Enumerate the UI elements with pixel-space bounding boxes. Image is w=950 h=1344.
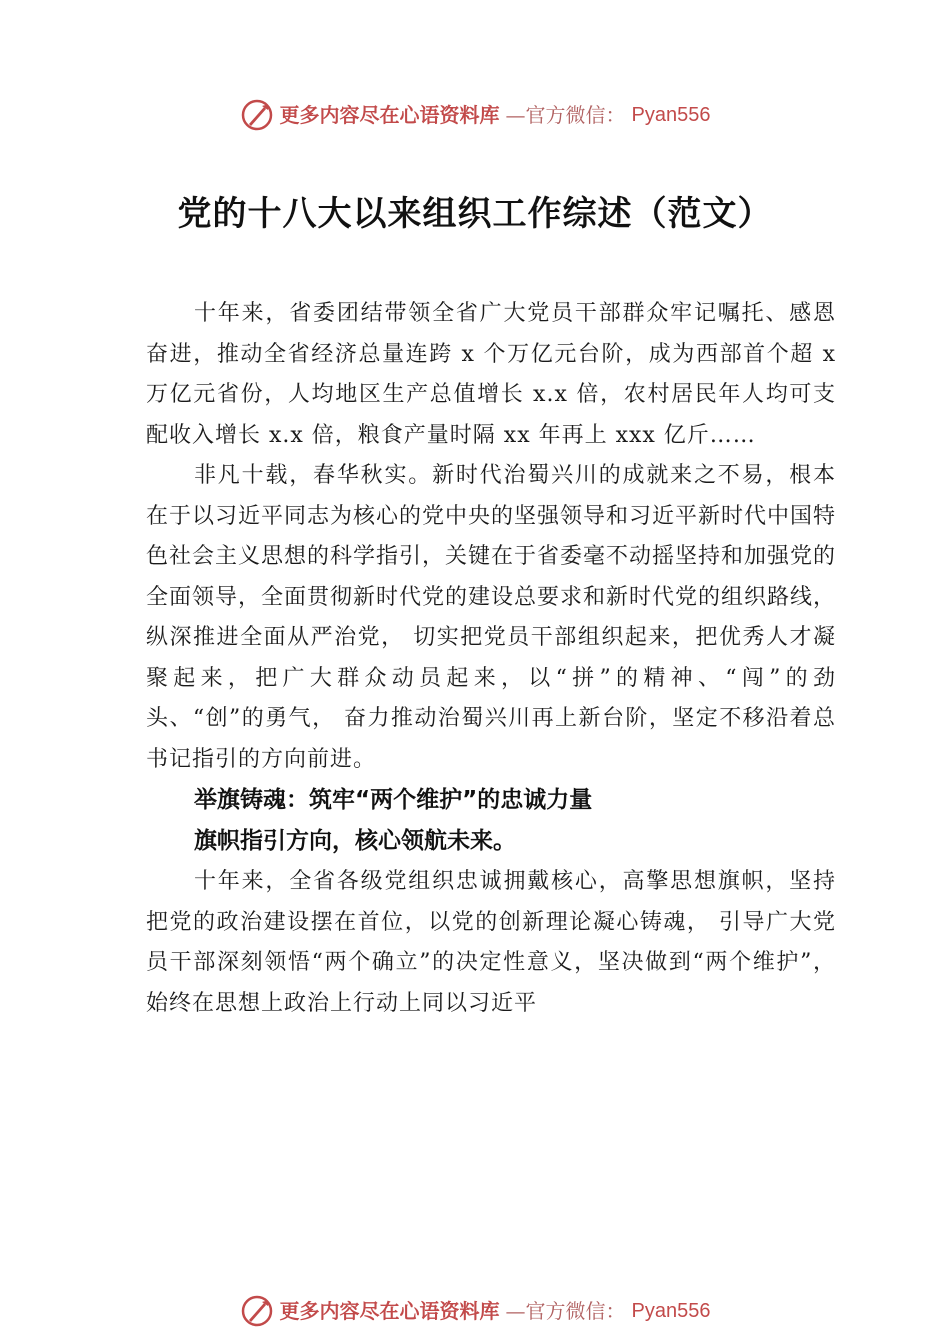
watermark-wechat-label: —官方微信： xyxy=(505,1299,626,1323)
watermark-library-text: 更多内容尽在心语资料库 xyxy=(279,103,500,127)
watermark-wechat-id: Pyan556 xyxy=(631,104,711,126)
section-heading: 举旗铸魂：筑牢“两个维护”的忠诚力量 xyxy=(194,787,593,813)
paragraph-1: 十年来，省委团结带领全省广大党员干部群众牢记嘱托、感恩奋进，推动全省经济总量连跨 x 个万亿元台阶，成为西部首个超 x 万亿元省份，人均地区生产总值增长 x.x 倍，农村居民年人均可支配收入增长 x.x 倍，粮食产量时隔 xx 年再上 xxx 亿斤…… xyxy=(146,301,836,448)
quill-pen-seal-icon xyxy=(240,98,274,132)
section-subheading: 旗帜指引方向，核心领航未来。 xyxy=(194,828,516,854)
paragraph-2: 非凡十载，春华秋实。新时代治蜀兴川的成就来之不易，根本在于以习近平同志为核心的党中央的坚强领导和习近平新时代中国特色社会主义思想的科学指引，关键在于省委毫不动摇坚持和加强党的全面领导，全面贯彻新时代党的建设总要求和新时代党的组织路线，纵深推进全面从严治党， 切实把党员干部组织起来，把优秀人才凝聚起来，把广大群众动员起来，以“拼”的精神、“闯”的劲头、“创”的勇气， 奋力推动治蜀兴川再上新台阶，坚定不移沿着总书记指引的方向前进。 xyxy=(146,463,837,772)
quill-pen-seal-icon xyxy=(240,1294,274,1328)
document-title: 党的十八大以来组织工作综述（范文） xyxy=(177,194,773,234)
document-body xyxy=(146,294,836,1024)
paragraph-3: 十年来，全省各级党组织忠诚拥戴核心，高擎思想旗帜，坚持把党的政治建设摆在首位，以党的创新理论凝心铸魂， 引导广大党员干部深刻领悟“两个确立”的决定性意义，坚决做到“两个维护”，始终在思想上政治上行动上同以习近平 xyxy=(146,869,836,1016)
watermark-wechat-label: —官方微信： xyxy=(505,103,626,127)
watermark-library-text: 更多内容尽在心语资料库 xyxy=(279,1299,500,1323)
footer-watermark xyxy=(0,1294,950,1328)
header-watermark xyxy=(0,98,950,132)
watermark-wechat-id: Pyan556 xyxy=(631,1300,711,1322)
